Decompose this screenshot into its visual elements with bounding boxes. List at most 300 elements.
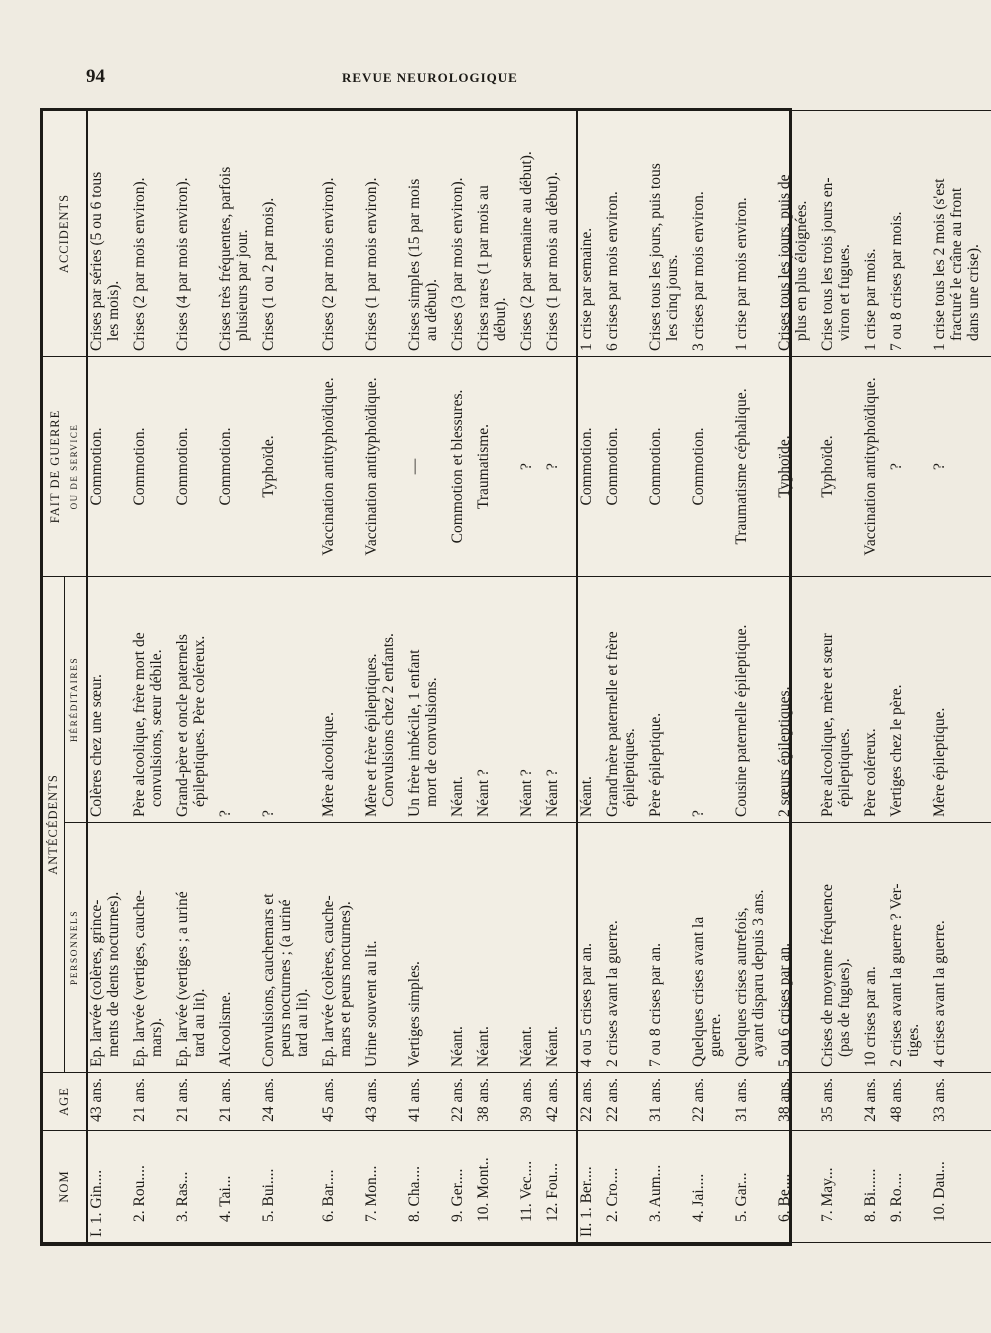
spacer-cell <box>397 823 406 1073</box>
spacer-cell <box>509 110 518 356</box>
personnels-line: 5 ou 6 crises par an. <box>776 943 793 1067</box>
spacer-cell <box>595 576 604 822</box>
cell-age: 31 ans. <box>647 1073 681 1131</box>
cell-hereditaires <box>217 576 251 822</box>
hereditaires-line: Père alcoolique, frère mort de <box>131 632 148 817</box>
row-spacer <box>397 110 406 1242</box>
cell-age: 22 ans. <box>690 1073 724 1131</box>
table-row <box>260 110 311 1242</box>
cell-personnels <box>604 823 638 1073</box>
personnels-line: (pas de fugues). <box>836 958 853 1057</box>
spacer-cell <box>767 1131 776 1243</box>
cell-nom <box>131 1131 165 1243</box>
hereditaires-line: Néant ? <box>518 769 535 817</box>
fait-line: Commotion. <box>88 427 105 506</box>
cell-age: 21 ans. <box>217 1073 251 1131</box>
hereditaires-line: convulsions, sœur débile. <box>148 649 165 807</box>
cell-nom <box>647 1131 681 1243</box>
spacer-cell <box>311 1131 320 1243</box>
cell-hereditaires <box>260 576 311 822</box>
separator-cell <box>570 356 577 576</box>
cell-accidents <box>320 110 354 356</box>
row-spacer <box>681 110 690 1242</box>
cell-personnels <box>647 823 681 1073</box>
spacer-cell <box>681 356 690 576</box>
row-spacer <box>440 110 449 1242</box>
spacer-cell <box>354 356 363 576</box>
patient-name: May... <box>819 1167 836 1207</box>
cell-personnels <box>819 823 853 1073</box>
spacer-cell <box>853 356 862 576</box>
patients-table <box>43 110 991 1243</box>
spacer-cell <box>561 110 570 356</box>
personnels-line: Néant. <box>475 1026 492 1067</box>
cell-personnels <box>888 823 922 1073</box>
personnels-line: 4 ou 5 crises par an. <box>578 943 595 1067</box>
spacer-cell <box>879 823 888 1073</box>
spacer-cell <box>638 823 647 1073</box>
separator-cell <box>570 823 577 1073</box>
spacer-cell <box>595 110 604 356</box>
spacer-cell <box>681 1131 690 1243</box>
cell-accidents <box>87 110 122 356</box>
spacer-cell <box>466 823 475 1073</box>
cell-personnels <box>217 823 251 1073</box>
spacer-cell <box>922 1131 931 1243</box>
spacer-cell <box>535 576 544 822</box>
cell-hereditaires <box>87 576 122 822</box>
header-nom: NOM <box>43 1131 87 1243</box>
cell-hereditaires <box>406 576 440 822</box>
spacer-cell <box>466 356 475 576</box>
cell-age: 31 ans. <box>733 1073 767 1131</box>
cell-accidents <box>174 110 208 356</box>
cell-nom <box>518 1131 535 1243</box>
cell-nom <box>406 1131 440 1243</box>
spacer-cell <box>440 1131 449 1243</box>
cell-accidents <box>406 110 440 356</box>
spacer-cell <box>810 823 819 1073</box>
table-row <box>819 110 853 1242</box>
row-number: 3. <box>647 1210 664 1222</box>
spacer-cell <box>208 1131 217 1243</box>
cell-fait <box>174 356 208 576</box>
accidents-line: Crise tous les trois jours en- <box>819 177 836 351</box>
row-spacer <box>810 110 819 1242</box>
spacer-cell <box>561 1131 570 1243</box>
header-accidents: ACCIDENTS <box>43 110 87 356</box>
spacer-cell <box>982 1073 991 1131</box>
patient-name: Cro.... <box>604 1167 621 1207</box>
personnels-line: ayant disparu depuis 3 ans. <box>750 889 767 1057</box>
fait-line: Vaccination antityphoïdique. <box>862 377 879 556</box>
cell-accidents <box>931 110 982 356</box>
cell-personnels <box>320 823 354 1073</box>
spacer-cell <box>165 576 174 822</box>
cell-accidents <box>776 110 810 356</box>
cell-fait <box>647 356 681 576</box>
spacer-cell <box>440 1073 449 1131</box>
spacer-cell <box>681 823 690 1073</box>
row-spacer <box>879 110 888 1242</box>
accidents-line: Crises (3 par mois environ). <box>449 177 466 351</box>
spacer-cell <box>354 110 363 356</box>
spacer-cell <box>561 1073 570 1131</box>
accidents-line: Crises (2 par semaine au début). <box>518 151 535 351</box>
spacer-cell <box>208 576 217 822</box>
fait-line: ? <box>931 463 948 470</box>
patient-name: Vec.... <box>518 1160 535 1200</box>
personnels-line: Néant. <box>518 1026 535 1067</box>
cell-personnels <box>363 823 397 1073</box>
cell-fait <box>518 356 535 576</box>
fait-line: ? <box>544 463 561 470</box>
accidents-line: Crises par séries (5 ou 6 tous <box>88 171 105 351</box>
accidents-line: Crises très fréquentes, parfois <box>217 166 234 351</box>
spacer-cell <box>724 1131 733 1243</box>
cell-personnels <box>577 823 595 1073</box>
personnels-line: Vertiges simples. <box>406 961 423 1067</box>
personnels-line: tiges. <box>905 1023 922 1057</box>
cell-accidents <box>733 110 767 356</box>
spacer-cell <box>535 1073 544 1131</box>
personnels-line: peurs nocturnes ; (a uriné <box>277 899 294 1057</box>
header-fait-subtitle: OU DE SERVICE <box>68 423 79 510</box>
spacer-cell <box>595 356 604 576</box>
spacer-cell <box>354 576 363 822</box>
cell-fait <box>862 356 879 576</box>
spacer-cell <box>879 110 888 356</box>
table-row <box>690 110 724 1242</box>
spacer-cell <box>509 1131 518 1243</box>
spacer-cell <box>595 1131 604 1243</box>
spacer-cell <box>354 1073 363 1131</box>
row-spacer <box>354 110 363 1242</box>
cell-nom <box>449 1131 466 1243</box>
personnels-line: Quelques crises avant la <box>690 916 707 1067</box>
patient-name: Mon... <box>363 1165 380 1207</box>
accidents-line: 1 crise par mois environ. <box>733 197 750 351</box>
row-spacer <box>595 110 604 1242</box>
spacer-cell <box>466 576 475 822</box>
hereditaires-line: Grand'mère paternelle et frère <box>604 631 621 817</box>
table-row <box>131 110 165 1242</box>
row-number: 5. <box>733 1210 750 1222</box>
table-row <box>862 110 879 1242</box>
row-number: 11. <box>518 1203 535 1222</box>
spacer-cell <box>879 1131 888 1243</box>
spacer-cell <box>397 110 406 356</box>
spacer-cell <box>879 576 888 822</box>
spacer-cell <box>535 823 544 1073</box>
spacer-cell <box>638 1073 647 1131</box>
row-number: 9. <box>888 1210 905 1222</box>
header-antecedents: ANTÉCÉDENTS <box>43 576 65 1072</box>
spacer-cell <box>251 110 260 356</box>
row-number: 1. <box>578 1207 595 1219</box>
row-spacer <box>208 110 217 1242</box>
accidents-line: 7 ou 8 crises par mois. <box>888 211 905 351</box>
cell-accidents <box>690 110 724 356</box>
hereditaires-line: Néant. <box>578 776 595 817</box>
accidents-line: Crises (1 par mois au début). <box>544 171 561 351</box>
cell-nom <box>690 1131 724 1243</box>
accidents-line: début). <box>492 297 509 341</box>
spacer-cell <box>638 1131 647 1243</box>
cell-hereditaires <box>131 576 165 822</box>
patient-name: Ber.... <box>578 1166 595 1204</box>
spacer-cell <box>853 1131 862 1243</box>
accidents-line: Crises (2 par mois environ). <box>320 177 337 351</box>
accidents-line: viron et fugues. <box>836 244 853 341</box>
row-number: 8. <box>406 1210 423 1222</box>
spacer-cell <box>879 356 888 576</box>
cell-hereditaires <box>931 576 982 822</box>
cell-hereditaires <box>733 576 767 822</box>
personnels-line: mars et peurs nocturnes). <box>337 901 354 1057</box>
cell-personnels <box>475 823 509 1073</box>
accidents-line: fracturé le crâne au front <box>948 187 965 341</box>
spacer-cell <box>208 356 217 576</box>
personnels-line: Ep. larvée (colères, grince- <box>88 899 105 1067</box>
personnels-line: tard au lit). <box>191 988 208 1057</box>
cell-personnels <box>260 823 311 1073</box>
patient-name: Ras... <box>174 1171 191 1207</box>
cell-fait <box>819 356 853 576</box>
cell-personnels <box>931 823 982 1073</box>
header-personnels: PERSONNELS <box>65 823 88 1073</box>
hereditaires-line: Néant ? <box>475 769 492 817</box>
row-number: 4. <box>690 1210 707 1222</box>
cell-fait <box>217 356 251 576</box>
spacer-cell <box>922 110 931 356</box>
spacer-cell <box>165 823 174 1073</box>
spacer-cell <box>767 110 776 356</box>
table-row <box>449 110 466 1242</box>
patient-name: Gar... <box>733 1172 750 1207</box>
cell-age: 39 ans. <box>518 1073 535 1131</box>
hereditaires-line: Colères chez une sœur. <box>88 674 105 817</box>
group-label: II. <box>578 1222 595 1237</box>
hereditaires-line: ? <box>217 810 234 817</box>
spacer-cell <box>311 356 320 576</box>
cell-hereditaires <box>544 576 561 822</box>
cell-hereditaires <box>776 576 810 822</box>
fait-line: Typhoïde. <box>819 435 836 498</box>
accidents-line: Crises tous les jours, puis tous <box>647 163 664 351</box>
accidents-line: les mois). <box>105 280 122 341</box>
cell-fait <box>931 356 982 576</box>
spacer-cell <box>397 1073 406 1131</box>
hereditaires-line: épileptiques. <box>836 728 853 807</box>
spacer-cell <box>982 823 991 1073</box>
personnels-line: 7 ou 8 crises par an. <box>647 943 664 1067</box>
table-row <box>931 110 982 1242</box>
cell-accidents <box>363 110 397 356</box>
cell-personnels <box>406 823 440 1073</box>
accidents-line: plus en plus éloignées. <box>793 200 810 341</box>
hereditaires-line: ? <box>260 810 277 817</box>
row-number: 2. <box>131 1210 148 1222</box>
table-row <box>406 110 440 1242</box>
patient-name: Aum... <box>647 1164 664 1208</box>
fait-line: Typhoïde. <box>776 435 793 498</box>
personnels-line: Ep. larvée (vertiges ; a uriné <box>174 891 191 1067</box>
cell-nom <box>260 1131 311 1243</box>
personnels-line: ments de dents nocturnes). <box>105 891 122 1057</box>
table-row <box>888 110 922 1242</box>
cell-personnels <box>862 823 879 1073</box>
cell-nom <box>217 1131 251 1243</box>
cell-age: 33 ans. <box>931 1073 982 1131</box>
header-hereditaires: HÉRÉDITAIRES <box>65 576 88 822</box>
row-spacer <box>165 110 174 1242</box>
row-number: 6. <box>320 1210 337 1222</box>
cell-nom <box>363 1131 397 1243</box>
spacer-cell <box>311 576 320 822</box>
spacer-cell <box>466 110 475 356</box>
spacer-cell <box>922 1073 931 1131</box>
spacer-cell <box>561 823 570 1073</box>
cell-fait <box>544 356 561 576</box>
hereditaires-line: Père épileptique. <box>647 712 664 817</box>
spacer-cell <box>509 576 518 822</box>
spacer-cell <box>397 576 406 822</box>
cell-hereditaires <box>862 576 879 822</box>
patient-name: Bi...... <box>862 1168 879 1207</box>
spacer-cell <box>208 1073 217 1131</box>
spacer-cell <box>165 1073 174 1131</box>
spacer-cell <box>208 110 217 356</box>
cell-hereditaires <box>449 576 466 822</box>
hereditaires-line: Cousine paternelle épileptique. <box>733 624 750 817</box>
row-spacer <box>535 110 544 1242</box>
fait-line: Commotion. <box>217 427 234 506</box>
fait-line: Commotion. <box>604 427 621 506</box>
header-age: AGE <box>43 1073 87 1131</box>
personnels-line: mars). <box>148 1017 165 1057</box>
spacer-cell <box>354 1131 363 1243</box>
spacer-cell <box>595 1073 604 1131</box>
spacer-cell <box>681 110 690 356</box>
spacer-cell <box>466 1073 475 1131</box>
spacer-cell <box>311 110 320 356</box>
cell-accidents <box>862 110 879 356</box>
header-fait-de-guerre <box>43 356 87 576</box>
accidents-line: Crises (4 par mois environ). <box>174 177 191 351</box>
cell-fait <box>475 356 509 576</box>
personnels-line: Alcoolisme. <box>217 991 234 1067</box>
accidents-line: Crises (1 par mois environ). <box>363 177 380 351</box>
cell-nom <box>604 1131 638 1243</box>
cell-hereditaires <box>690 576 724 822</box>
hereditaires-line: Mère épileptique. <box>931 707 948 817</box>
row-spacer <box>638 110 647 1242</box>
cell-personnels <box>518 823 535 1073</box>
spacer-cell <box>165 356 174 576</box>
cell-fait <box>406 356 440 576</box>
accidents-line: au début). <box>423 279 440 341</box>
cell-accidents <box>131 110 165 356</box>
spacer-cell <box>311 823 320 1073</box>
cell-fait <box>363 356 397 576</box>
row-spacer <box>853 110 862 1242</box>
spacer-cell <box>122 576 131 822</box>
spacer-cell <box>681 1073 690 1131</box>
spacer-cell <box>165 1131 174 1243</box>
cell-hereditaires <box>174 576 208 822</box>
spacer-cell <box>311 1073 320 1131</box>
spacer-cell <box>251 576 260 822</box>
spacer-cell <box>251 356 260 576</box>
table-row <box>363 110 397 1242</box>
accidents-line: 3 crises par mois environ. <box>690 191 707 351</box>
accidents-line: dans une crise). <box>965 244 982 341</box>
spacer-cell <box>982 110 991 356</box>
spacer-cell <box>122 1131 131 1243</box>
patient-name: Rou.... <box>131 1165 148 1207</box>
accidents-line: 1 crise par semaine. <box>578 227 595 351</box>
cell-accidents <box>544 110 561 356</box>
group-label: I. <box>88 1227 105 1237</box>
hereditaires-line: 2 sœurs épileptiques. <box>776 686 793 817</box>
fait-line: Typhoïde. <box>260 435 277 498</box>
spacer-cell <box>853 1073 862 1131</box>
row-spacer <box>982 110 991 1242</box>
cell-nom <box>544 1131 561 1243</box>
cell-age: 24 ans. <box>260 1073 311 1131</box>
fait-line: ? <box>518 463 535 470</box>
accidents-line: 1 crise tous les 2 mois (s'est <box>931 178 948 351</box>
personnels-line: Crises de moyenne fréquence <box>819 884 836 1067</box>
cell-age: 22 ans. <box>604 1073 638 1131</box>
row-number: 7. <box>819 1210 836 1222</box>
cell-nom <box>174 1131 208 1243</box>
table-row <box>87 110 122 1242</box>
table-row <box>217 110 251 1242</box>
cell-nom <box>776 1131 810 1243</box>
fait-line: Traumatisme. <box>475 423 492 510</box>
spacer-cell <box>208 823 217 1073</box>
cell-nom <box>475 1131 509 1243</box>
table-row <box>733 110 767 1242</box>
hereditaires-line: Mère et frère épileptiques. <box>363 653 380 817</box>
personnels-line: Néant. <box>449 1026 466 1067</box>
hereditaires-line: Néant. <box>449 776 466 817</box>
hereditaires-line: mort de convulsions. <box>423 677 440 807</box>
hereditaires-line: Un frère imbécile, 1 enfant <box>406 649 423 817</box>
cell-accidents <box>217 110 251 356</box>
spacer-cell <box>440 356 449 576</box>
cell-nom <box>888 1131 922 1243</box>
cell-nom <box>320 1131 354 1243</box>
fait-line: Commotion. <box>647 427 664 506</box>
cell-fait <box>733 356 767 576</box>
spacer-cell <box>767 356 776 576</box>
cell-accidents <box>647 110 681 356</box>
row-number: 1. <box>88 1212 105 1225</box>
spacer-cell <box>767 1073 776 1131</box>
table-row <box>518 110 535 1242</box>
cell-personnels <box>174 823 208 1073</box>
cell-age: 24 ans. <box>862 1073 879 1131</box>
row-number: 4. <box>217 1210 234 1222</box>
accidents-line: Crises (2 par mois environ). <box>131 177 148 351</box>
cell-accidents <box>475 110 509 356</box>
spacer-cell <box>354 823 363 1073</box>
group-separator <box>570 110 577 1242</box>
patient-name: Fou... <box>544 1163 561 1199</box>
